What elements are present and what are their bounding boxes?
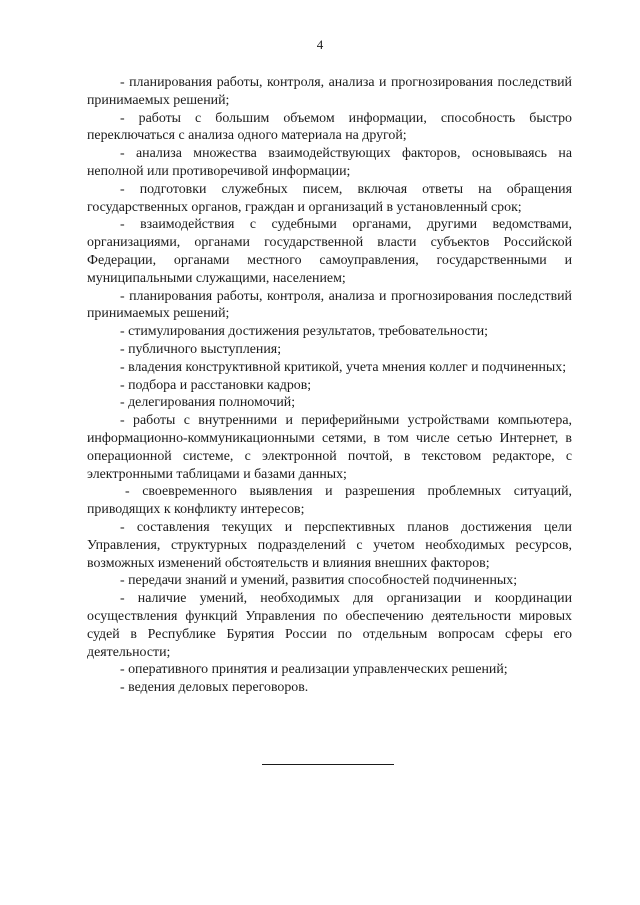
list-item: - планирования работы, контроля, анализа и прогнозирования последствий принимаемых решений; (87, 75, 572, 108)
list-item: - анализа множества взаимодействующих факторов, основываясь на неполной или противоречивой информации; (87, 146, 572, 179)
list-item: - составления текущих и перспективных планов достижения цели Управления, структурных подразделений с учетом необходимых ресурсов, возможных изменений обстоятельств и влияния внешних факторов; (87, 519, 572, 571)
list-item: - подготовки служебных писем, включая ответы на обращения государственных органов, граждан и организаций в установленный срок; (87, 181, 572, 215)
list-item: - оперативного принятия и реализации управленческих решений; (120, 662, 508, 678)
list-item: - подбора и расстановки кадров; (120, 377, 312, 393)
page-number: 4 (316, 37, 324, 52)
list-item: - стимулирования достижения результатов, требовательности; (120, 324, 488, 340)
list-item: - передачи знаний и умений, развития способностей подчиненных; (120, 573, 518, 589)
list-item: - планирования работы, контроля, анализа и прогнозирования последствий принимаемых решений; (87, 288, 572, 322)
list-item: - взаимодействия с судебными органами, другими ведомствами, организациями, органами государственной власти субъектов Российской Федерации, органами местного самоуправления, государственными и муниципальными служащими, населением; (87, 217, 572, 286)
list-item: - делегирования полномочий; (120, 395, 296, 411)
list-item: - владения конструктивной критикой, учета мнения коллег и подчиненных; (120, 359, 567, 375)
list-item: - своевременного выявления и разрешения проблемных ситуаций, приводящих к конфликту интересов; (87, 484, 572, 518)
list-item: - работы с внутренними и периферийными устройствами компьютера, информационно-коммуникационными сетями, в том числе сетью Интернет, в операционной системе, с электронной почтой, в текстовом редакторе, с электронными таблицами и базами данных; (87, 413, 572, 482)
end-divider (262, 764, 394, 765)
list-item: - работы с большим объемом информации, способность быстро переключаться с анализа одного материала на другой; (87, 110, 572, 144)
list-item: - ведения деловых переговоров. (120, 680, 309, 696)
skills-list (87, 74, 572, 697)
list-item: - публичного выступления; (120, 341, 282, 357)
list-item: - наличие умений, необходимых для организации и координации осуществления функций Управления по обеспечению деятельности мировых судей в Республике Бурятия России по отдельным вопросам сферы его деятельности; (87, 591, 572, 660)
